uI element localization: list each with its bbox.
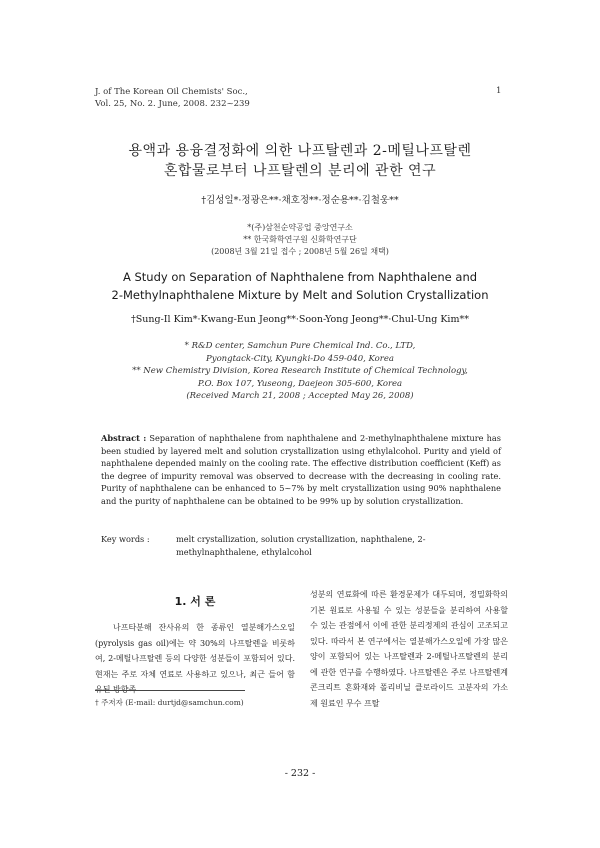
footnote: † 주저자 (E-mail: durtjd@samchun.com) — [95, 698, 244, 707]
korean-title-line-1: 용액과 용융결정화에 의한 나프탈렌과 2-메틸나프탈렌 — [128, 143, 472, 159]
korean-affiliation-1: *(주)삼천순약공업 중앙연구소 — [247, 223, 353, 232]
english-title-line-1: A Study on Separation of Naphthalene from Naphthalene and — [122, 270, 478, 284]
korean-title — [60, 141, 540, 181]
abstract — [101, 432, 501, 508]
journal-citation — [95, 86, 250, 110]
english-title-line-2: 2-Methylnaphthalene Mixture by Melt and Solution Crystallization — [111, 288, 489, 302]
abstract-text: Separation of naphthalene from naphthalene and 2-methylnaphthalene mixture has been studied by layered melt and solution crystallization using ethylalcohol. Purity and yield of naphthalene depended mainly on the cooling rate. The effective distribution coefficient (Keff) as the degree of impurity removal was observed to decrease with the decreasing in cooling rate. Purity of naphthalene can be enhanced to 5~7% by melt crystallization using 90% naphthalene and the purity of naphthalene can be obtained to be 99% up by solution crystallization. — [101, 433, 501, 506]
english-affiliation-3: ** New Chemistry Division, Korea Research Institute of Chemical Technology, — [132, 366, 468, 376]
keywords-text: melt crystallization, solution crystallization, naphthalene, 2-methylnaphthalene, ethylalcohol — [176, 534, 426, 557]
page-footer-number: - 232 - — [284, 768, 316, 779]
keywords — [101, 533, 501, 558]
journal-name: J. of The Korean Oil Chemists' Soc., — [95, 87, 248, 97]
english-affiliation-2: Pyongtack-City, Kyungki-Do 459-040, Korea — [206, 353, 394, 364]
keywords-label: Key words : — [101, 534, 150, 544]
english-affiliation-4: P.O. Box 107, Yuseong, Daejeon 305-600, Korea — [197, 378, 403, 389]
header-page-number: 1 — [496, 86, 502, 96]
korean-affiliation-2: ** 한국화학연구원 신화학연구단 — [243, 235, 357, 244]
english-affiliation-1: * R&D center, Samchun Pure Chemical Ind. Co., LTD, — [184, 341, 416, 351]
body-column-right: 성분의 연료화에 따른 환경문제가 대두되며, 정밀화학의 기본 원료로 사용될 수 있는 성분들을 분리하여 사용할 수 있는 관점에서 이에 관한 분리정제의 관심이 고조되고 있다. 따라서 본 연구에서는 열분해가스오일에 가장 많은 양이 포함되어 있는 나프탈렌과 2-메틸나프탈렌의 분리에 관한 연구를 수행하였다. 나프탈렌은 주로 나프탈렌계 콘크리트 혼화재와 폴리비닐 클로라이드 고분자의 가소제 원료인 무수 프탈 — [310, 590, 508, 708]
english-title — [60, 268, 540, 304]
body-column-left: 나프타분해 잔사유의 한 종류인 열분해가스오일(pyrolysis gas oil)에는 약 30%의 나프탈렌을 비롯하여, 2-메틸나프탈렌 등의 다양한 성분들이 포함되어 있다. 현재는 주로 자체 연료로 사용하고 있으나, 최근 들어 함유된 방향족 — [95, 623, 295, 694]
journal-volume: Vol. 25, No. 2. June, 2008. 232~239 — [95, 99, 250, 109]
korean-title-line-2: 혼합물로부터 나프탈렌의 분리에 관한 연구 — [163, 163, 437, 179]
english-affiliations — [60, 340, 540, 403]
korean-affiliations — [60, 222, 540, 258]
abstract-label: Abstract : — [101, 433, 147, 443]
korean-authors: †김성일*·정광은**·채호정**·정순용**·김철웅** — [201, 195, 399, 206]
footnote-divider — [95, 690, 245, 691]
korean-dates: (2008년 3월 21일 접수 ; 2008년 5월 26일 채택) — [211, 247, 389, 256]
english-authors: †Sung-Il Kim*·Kwang-Eun Jeong**·Soon-Yong Jeong**·Chul-Ung Kim** — [131, 314, 469, 325]
section-heading: 1. 서 론 — [174, 595, 216, 608]
english-dates: (Received March 21, 2008 ; Accepted May 26, 2008) — [186, 391, 414, 401]
